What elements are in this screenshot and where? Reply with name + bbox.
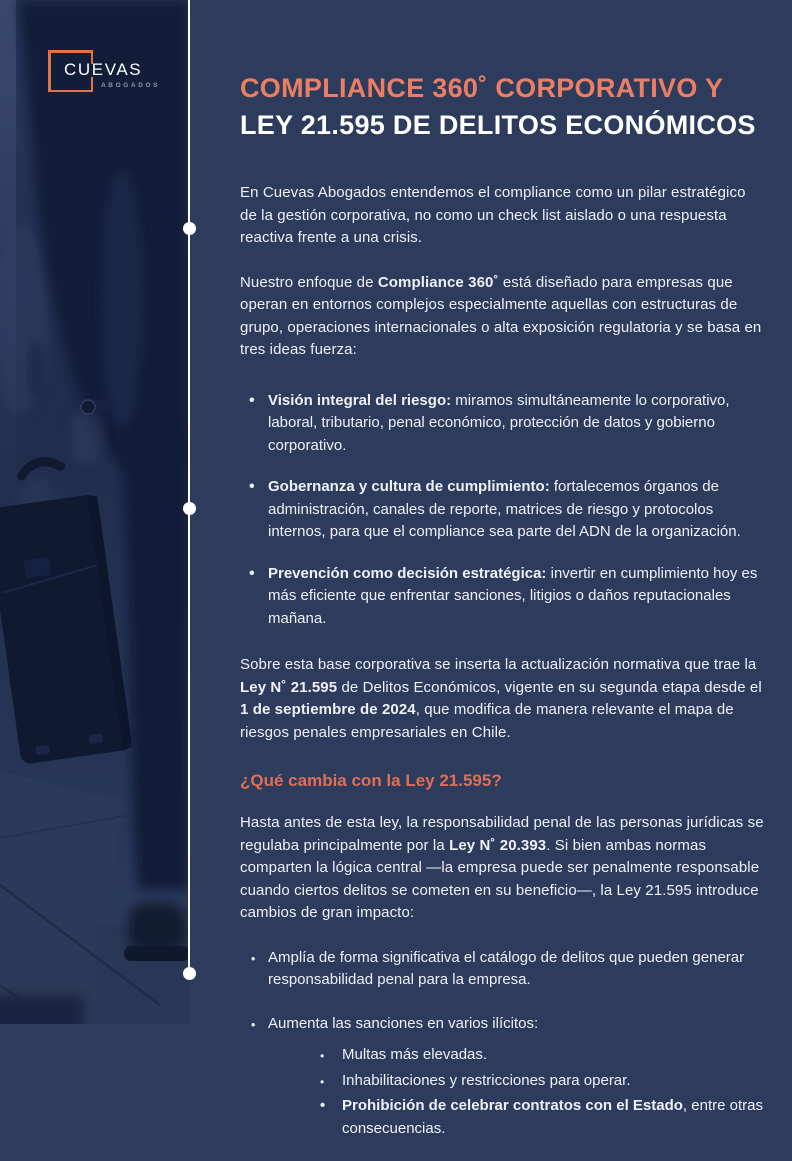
businessman-photo-art (0, 0, 189, 1024)
timeline-dot (183, 222, 196, 235)
timeline-dot (183, 502, 196, 515)
ideas-list (240, 390, 764, 631)
logo-wordmark: CUEVAS (64, 60, 143, 79)
logo (46, 44, 176, 100)
list-item: • Prevención como decisión estratégica: invertir en cumplimiento hoy es más eficiente que enfrentar sanciones, litigios o daños reputacionales mañana. (240, 563, 764, 631)
law-update-paragraph: Sobre esta base corporativa se inserta la actualización normativa que trae la Ley N˚ 21.595 de Delitos Económicos, vigente en su segunda etapa desde el 1 de septiembre de 2024, que modifica de manera relevante el mapa de riesgos penales empresariales en Chile. (240, 656, 762, 741)
list-item (240, 1013, 764, 1141)
impact-list (240, 947, 764, 1141)
article (240, 70, 764, 1161)
list-item: • Amplía de forma significativa el catálogo de delitos que pueden generar responsabilidad penal para la empresa. (240, 947, 764, 992)
list-item-text: Aumenta las sanciones en varios ilícitos: (268, 1014, 539, 1032)
businessman-photo (0, 0, 189, 1024)
list-item: • Inhabilitaciones y restricciones para operar. (318, 1070, 764, 1093)
list-item: • Visión integral del riesgo: miramos simultáneamente lo corporativo, laboral, tributario, penal económico, protección de datos y gobierno corporativo. (240, 390, 764, 458)
changes-paragraph: Hasta antes de esta ley, la responsabilidad penal de las personas jurídicas se regulaba principalmente por la Ley N˚ 20.393. Si bien ambas normas comparten la lógica central —la empresa puede ser penalmente responsable cuando ciertos delitos se cometen en su beneficio—, la Ley 21.595 introduce cambios de gran impacto: (240, 814, 764, 921)
list-item: • Prohibición de celebrar contratos con el Estado, entre otras consecuencias. (318, 1095, 764, 1140)
page-title-line2: LEY 21.595 DE DELITOS ECONÓMICOS (240, 110, 756, 140)
timeline-dot (183, 967, 196, 980)
page-title (240, 70, 764, 144)
intro-paragraph-1: En Cuevas Abogados entendemos el compliance como un pilar estratégico de la gestión corporativa, no como un check list aislado o una respuesta reactiva frente a una crisis. (240, 184, 746, 246)
list-item: • Multas más elevadas. (318, 1044, 764, 1067)
section-heading: ¿Qué cambia con la Ley 21.595? (240, 771, 502, 790)
sanctions-sublist (268, 1044, 764, 1140)
page-title-line1: COMPLIANCE 360˚ CORPORATIVO Y (240, 73, 724, 103)
divider-line (188, 0, 191, 975)
intro-paragraph-2: Nuestro enfoque de Compliance 360˚ está diseñado para empresas que operan en entornos complejos especialmente aquellas con estructuras de grupo, operaciones internacionales o alta exposición regulatoria y se basa en tres ideas fuerza: (240, 273, 762, 358)
list-item: • Gobernanza y cultura de cumplimiento: fortalecemos órganos de administración, canales de reporte, matrices de riesgo y protocolos internos, para que el compliance sea parte del ADN de la organización. (240, 476, 764, 544)
logo-subtitle: ABOGADOS (101, 82, 161, 89)
